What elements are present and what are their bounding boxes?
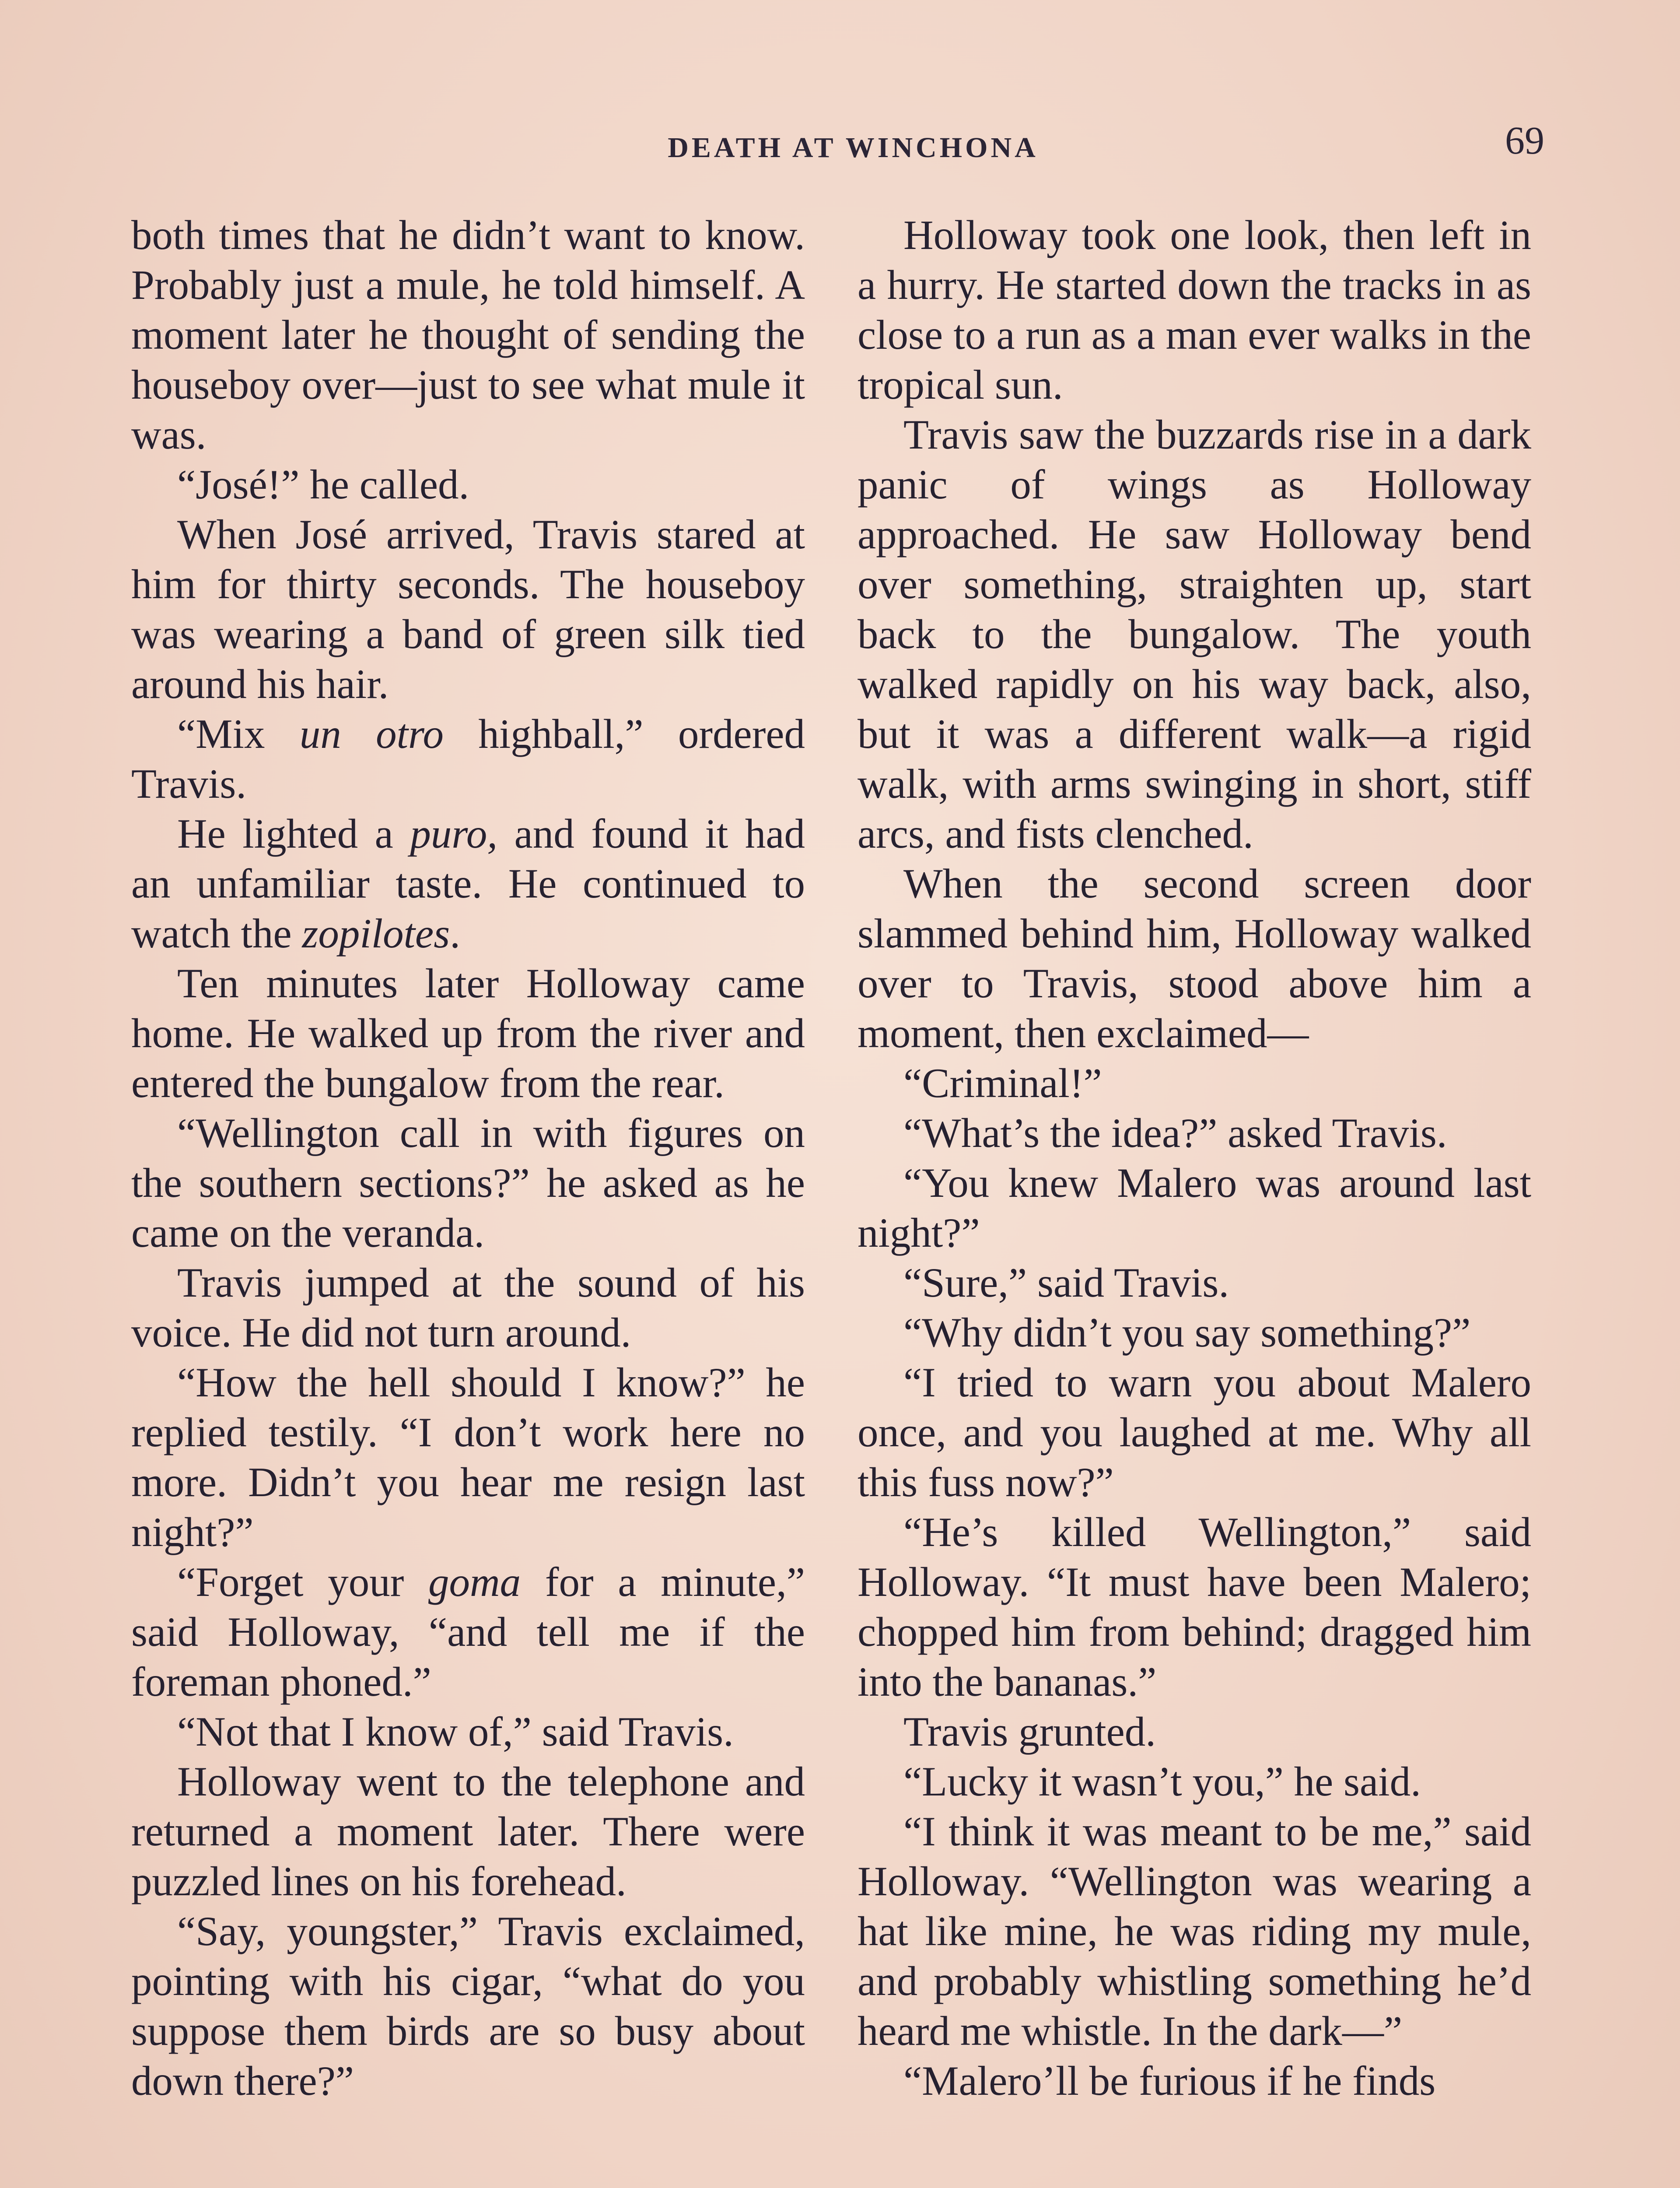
paragraph: “Say, youngster,” Travis exclaimed, pointing with his cigar, “what do you suppose them birds are so busy about down there?”: [131, 1908, 805, 2104]
page-number: 69: [1505, 119, 1544, 162]
paragraph: “Sure,” said Travis.: [903, 1259, 1229, 1306]
paragraph: “Wellington call in with figures on the southern sections?” he asked as he came on the veranda.: [131, 1110, 805, 1256]
italic-phrase: puro,: [410, 810, 498, 857]
italic-phrase: goma: [428, 1559, 521, 1605]
paragraph: Ten minutes later Holloway came home. He walked up from the river and entered the bungalow from the rear.: [131, 960, 805, 1106]
paragraph: Holloway went to the telephone and returned a moment later. There were puzzled lines on his forehead.: [131, 1758, 805, 1904]
running-title: DEATH AT WINCHONA: [668, 132, 1039, 164]
text-run: .: [450, 910, 460, 957]
text-run: for a minute,” said Holloway, “and tell me if the foreman phoned.”: [131, 1559, 805, 1705]
text-run: highball,” ordered Travis.: [131, 711, 805, 807]
paragraph: [131, 809, 805, 958]
paragraph: [131, 709, 805, 809]
text-run: and found it had an unfamiliar taste. He continued to watch the: [131, 810, 805, 957]
paragraph: “You knew Malero was around last night?”: [858, 1160, 1531, 1256]
paragraph: “Not that I know of,” said Travis.: [177, 1708, 734, 1755]
paragraph: “What’s the idea?” asked Travis.: [903, 1110, 1447, 1156]
italic-phrase: zopilotes: [302, 910, 450, 957]
paragraph: “Criminal!”: [903, 1060, 1102, 1106]
text-run: “Forget your: [177, 1559, 429, 1605]
italic-phrase: un otro: [299, 711, 444, 757]
left-column: [131, 210, 805, 2188]
right-column: [858, 210, 1531, 2188]
paragraph: “Malero’ll be furious if he finds: [903, 2058, 1436, 2104]
paragraph: Holloway took one look, then left in a hurry. He started down the tracks in as close to a run as a man ever walks in the tropical sun.: [858, 212, 1531, 408]
paragraph: “He’s killed Wellington,” said Holloway. “It must have been Malero; chopped him from behind; dragged him into the bananas.”: [858, 1509, 1531, 1705]
paragraph: [131, 1557, 805, 1707]
paragraph: “How the hell should I know?” he replied testily. “I don’t work here no more. Didn’t you hear me resign last night?”: [131, 1359, 805, 1555]
paragraph: “José!” he called.: [177, 461, 469, 508]
paragraph: Travis grunted.: [903, 1708, 1156, 1755]
paragraph: “Why didn’t you say something?”: [903, 1309, 1471, 1356]
paragraph: “I tried to warn you about Malero once, and you laughed at me. Why all this fuss now?”: [858, 1359, 1531, 1505]
paragraph: both times that he didn’t want to know. Probably just a mule, he told himself. A moment later he thought of sending the houseboy over—just to see what mule it was.: [131, 212, 805, 458]
paragraph: When the second screen door slammed behind him, Holloway walked over to Travis, stood above him a moment, then exclaimed—: [858, 860, 1531, 1056]
paragraph: Travis jumped at the sound of his voice. He did not turn around.: [131, 1259, 805, 1356]
paragraph: “I think it was meant to be me,” said Holloway. “Wellington was wearing a hat like mine, he was riding my mule, and probably whistling something he’d heard me whistle. In the dark—”: [858, 1808, 1531, 2054]
paragraph: “Lucky it wasn’t you,” he said.: [903, 1758, 1421, 1805]
paragraph: When José arrived, Travis stared at him for thirty seconds. The houseboy was wearing a band of green silk tied around his hair.: [131, 511, 805, 707]
text-run: He lighted a: [177, 810, 410, 857]
paragraph: Travis saw the buzzards rise in a dark panic of wings as Holloway approached. He saw Holloway bend over something, straighten up, start back to the bungalow. The youth walked rapidly on his way back, also, but it was a different walk—a rigid walk, with arms swinging in short, stiff arcs, and fists clenched.: [858, 411, 1531, 857]
text-run: “Mix: [177, 711, 300, 757]
